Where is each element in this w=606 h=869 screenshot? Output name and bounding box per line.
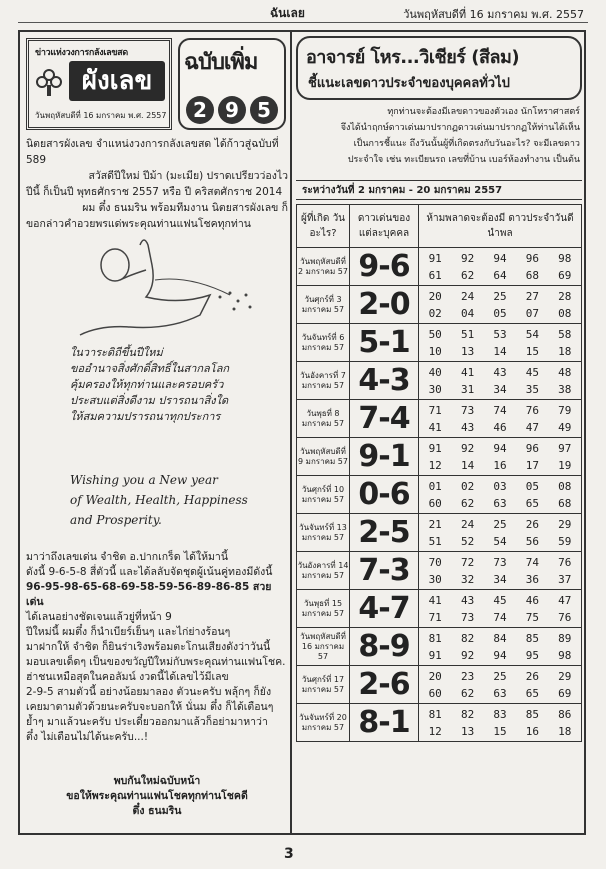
col-header-day: ผู้ที่เกิด วันอะไร? (297, 205, 350, 248)
greeting-line: Wishing you a New year (70, 473, 218, 487)
issue-digit: 5 (250, 96, 278, 124)
lucky-number: 30 (428, 382, 442, 396)
column-intro-line: ประจำใจ เช่น ทะเบียนรถ เลขที่บ้าน เบอร์ห้องทำงาน เป็นต้น (347, 155, 580, 165)
number-line (419, 495, 581, 512)
lucky-number: 94 (493, 251, 507, 265)
header-date: วันพฤหัสบดีที่ 16 มกราคม พ.ศ. 2557 (403, 8, 584, 21)
lucky-number: 62 (460, 686, 475, 700)
table-row (297, 438, 582, 476)
table-row (297, 704, 582, 742)
lucky-number: 73 (493, 555, 507, 569)
intro-line: ปีนี้ ก็เป็นปี พุทธศักราช 2557 หรือ ปี คริสตศักราช 2014 (26, 186, 283, 198)
lucky-number: 20 (428, 669, 442, 683)
col-header-pair: ดาวเด่นของ แต่ละบุคคล (350, 205, 419, 248)
column-intro-line: เป็นการชี้แนะ ถึงวันนั้นผู้ที่เกิดตรงกับวันอะไร? จะมีเลขดาว (353, 139, 580, 149)
lucky-number: 64 (493, 268, 507, 282)
column-divider (290, 30, 292, 835)
issue-title: ฉบับเพิ่ม (184, 50, 258, 75)
column-title: อาจารย์ โหร...วิเชียร์ (สีลม) (306, 47, 520, 68)
lucky-number: 82 (460, 631, 475, 645)
lucky-number: 51 (428, 534, 442, 548)
lucky-number: 26 (525, 517, 539, 531)
lucky-number: 98 (558, 251, 572, 265)
table-row (297, 248, 582, 286)
lucky-number: 15 (493, 724, 507, 738)
number-line (419, 250, 581, 267)
lucky-number: 54 (525, 327, 539, 341)
row-pair: 2-5 (350, 514, 419, 552)
logo-tagline: ข่าวแห่งวงการกลังเลขสด (35, 48, 128, 58)
lucky-number: 43 (460, 593, 475, 607)
col-header-numbers: ห้ามพลาดจะต้องมี ดาวประจำวันดีนำพล (419, 205, 582, 248)
lucky-number: 43 (460, 420, 475, 434)
row-day: วันศุกร์ที่ 3 มกราคม 57 (297, 286, 350, 324)
greeting-line: of Wealth, Health, Happiness (70, 493, 248, 507)
body-paragraph (26, 550, 288, 745)
masthead-logo (26, 38, 172, 130)
number-line (419, 440, 581, 457)
poem-line: ประสบแต่สิ่งดีงาม ปรารถนาสิ่งใด (70, 394, 229, 407)
lucky-number: 07 (525, 306, 539, 320)
lucky-number: 02 (460, 479, 475, 493)
lucky-number: 53 (493, 327, 507, 341)
table-row (297, 286, 582, 324)
issue-digit: 2 (186, 96, 214, 124)
lucky-number: 21 (428, 517, 442, 531)
number-line (419, 668, 581, 685)
lucky-number: 43 (493, 365, 507, 379)
lucky-number: 75 (525, 610, 539, 624)
lucky-number: 38 (558, 382, 572, 396)
row-day: วันอังคารที่ 7 มกราคม 57 (297, 362, 350, 400)
row-pair: 8-1 (350, 704, 419, 742)
lucky-number: 84 (493, 631, 507, 645)
column-subtitle: ชี้แนะเลขดาวประจำของบุคคลทั่วไป (308, 76, 510, 91)
row-pair: 4-3 (350, 362, 419, 400)
row-day: วันพฤหัสบดีที่ 9 มกราคม 57 (297, 438, 350, 476)
number-line (419, 326, 581, 343)
lucky-number: 14 (493, 344, 507, 358)
lucky-number: 03 (493, 479, 507, 493)
table-row (297, 400, 582, 438)
lucky-number: 62 (460, 268, 475, 282)
row-pair: 7-3 (350, 552, 419, 590)
lucky-number: 83 (493, 707, 507, 721)
lucky-number: 94 (493, 441, 507, 455)
lucky-number: 60 (428, 496, 442, 510)
body-line: ได้เลนอย่างชัดเจนแล้วยู่ที่หน้า 9 (26, 611, 172, 623)
lucky-number: 98 (558, 648, 572, 662)
number-line (419, 419, 581, 436)
lucky-number: 41 (460, 365, 475, 379)
lucky-number: 05 (525, 479, 539, 493)
logo-wordmark: ผังเลข (69, 61, 165, 101)
lucky-number: 46 (493, 420, 507, 434)
lucky-number: 85 (525, 707, 539, 721)
lucky-number: 62 (460, 496, 475, 510)
row-day: วันจันทร์ที่ 13 มกราคม 57 (297, 514, 350, 552)
lucky-number: 68 (558, 496, 572, 510)
lucky-number: 73 (460, 403, 475, 417)
number-line (419, 516, 581, 533)
body-line: มอบเลขเด็ดๆ เป็นของขวัญปีใหม่กับพระคุณท่านแฟนโชค. (26, 656, 286, 668)
row-numbers (419, 552, 582, 590)
body-line: เคยมาตามตัวด้วยนะครับจะบอกให้ นั่นม ตึ๋ง ก็ได้เตือนๆ (26, 701, 274, 713)
lucky-number: 18 (558, 724, 572, 738)
body-line: ตึ๋ง ไม่เตือนไม่ได้นะครับ...! (26, 731, 149, 743)
row-numbers (419, 590, 582, 628)
lucky-number: 34 (493, 572, 507, 586)
lucky-number: 46 (525, 593, 539, 607)
row-pair: 9-1 (350, 438, 419, 476)
lucky-number: 47 (558, 593, 572, 607)
issue-number (186, 96, 278, 124)
date-range: ระหว่างวันที่ 2 มกราคม - 20 มกราคม 2557 (296, 180, 582, 200)
lucky-number: 85 (525, 631, 539, 645)
row-pair: 4-7 (350, 590, 419, 628)
number-line (419, 630, 581, 647)
poem-line: ให้สมความปรารถนาทุกประการ (70, 410, 221, 423)
table-row (297, 362, 582, 400)
number-line (419, 364, 581, 381)
number-line (419, 554, 581, 571)
lucky-number: 15 (525, 344, 539, 358)
lucky-number: 02 (428, 306, 442, 320)
lucky-number: 26 (525, 669, 539, 683)
row-day: วันพุธที่ 8 มกราคม 57 (297, 400, 350, 438)
number-line (419, 343, 581, 360)
column-intro-line: จึงได้นำฤกษ์ดาวเด่นมาปรากฏดาวเด่นมาปรากฏให้ท่านได้เห็น (340, 123, 580, 133)
table-row (297, 590, 582, 628)
row-numbers (419, 666, 582, 704)
lucky-number: 91 (428, 251, 442, 265)
row-numbers (419, 628, 582, 666)
lucky-number: 29 (558, 669, 572, 683)
lucky-number: 16 (525, 724, 539, 738)
lucky-number: 91 (428, 441, 442, 455)
lucky-number: 28 (558, 289, 572, 303)
blessing-poem (70, 345, 282, 425)
lucky-number: 97 (558, 441, 572, 455)
number-line (419, 609, 581, 626)
body-line: ปีใหม่นี้ ผมตึ๋ง ก็นำเบียร์เย็นๆ และไก่ย่างร้อนๆ (26, 626, 231, 638)
number-line (419, 723, 581, 740)
row-day: วันศุกร์ที่ 17 มกราคม 57 (297, 666, 350, 704)
lucky-number: 63 (493, 496, 507, 510)
table-row (297, 476, 582, 514)
number-line (419, 647, 581, 664)
row-pair: 2-6 (350, 666, 419, 704)
header-title: ฉันเลย (270, 6, 305, 20)
intro-line: ขอกล่าวคำอวยพรแด่พระคุณท่านแฟนโชคทุกท่าน (26, 218, 251, 230)
lucky-number: 92 (460, 251, 475, 265)
row-day: วันพฤหัสบดีที่ 16 มกราคม 57 (297, 628, 350, 666)
column-intro-line: ทุกท่านจะต้องมีเลขดาวของตัวเอง นักโหราศาสตร์ (387, 107, 580, 117)
table-row (297, 324, 582, 362)
lucky-number: 08 (558, 306, 572, 320)
lucky-number: 81 (428, 707, 442, 721)
lucky-number: 35 (525, 382, 539, 396)
lucky-number: 71 (428, 403, 442, 417)
issue-digit: 9 (218, 96, 246, 124)
body-line: 2-9-5 สามตัวนี้ อย่างน้อยมาลอง ตัวนะครับ พลุ้กๆ ก็ยัง (26, 686, 272, 698)
lucky-number: 24 (460, 517, 475, 531)
row-numbers (419, 438, 582, 476)
issue-badge (178, 38, 286, 130)
lucky-number: 61 (428, 268, 442, 282)
row-pair: 7-4 (350, 400, 419, 438)
lucky-number: 69 (558, 686, 572, 700)
lucky-number: 29 (558, 517, 572, 531)
row-day: วันจันทร์ที่ 20 มกราคม 57 (297, 704, 350, 742)
lucky-number: 54 (493, 534, 507, 548)
table-row (297, 514, 582, 552)
lucky-number: 73 (460, 610, 475, 624)
lucky-number: 37 (558, 572, 572, 586)
lucky-number: 08 (558, 479, 572, 493)
lucky-number: 31 (460, 382, 475, 396)
lucky-number: 72 (460, 555, 475, 569)
lucky-number: 58 (558, 327, 572, 341)
lucky-number: 16 (493, 458, 507, 472)
lucky-number: 76 (558, 555, 572, 569)
number-line (419, 305, 581, 322)
number-line (419, 457, 581, 474)
lucky-number: 50 (428, 327, 442, 341)
lucky-number: 27 (525, 289, 539, 303)
lucky-number: 19 (558, 458, 572, 472)
lucky-number: 10 (428, 344, 442, 358)
poem-line: ในวาระดิถีขึ้นปีใหม่ (70, 346, 163, 359)
lucky-number: 25 (493, 289, 507, 303)
lucky-number: 13 (460, 344, 475, 358)
lucky-number: 18 (558, 344, 572, 358)
lucky-number: 04 (460, 306, 475, 320)
lucky-number: 94 (493, 648, 507, 662)
lucky-number: 92 (460, 648, 475, 662)
lucky-number: 56 (525, 534, 539, 548)
number-line (419, 685, 581, 702)
lucky-number: 48 (558, 365, 572, 379)
number-line (419, 381, 581, 398)
row-numbers (419, 324, 582, 362)
table-row (297, 552, 582, 590)
poem-line: คุ้มครองให้ทุกท่านและครอบครัว (70, 378, 224, 391)
lucky-number: 63 (493, 686, 507, 700)
body-line: มาฝากให้ จำชิต ก็ยินร่าเริงพร้อมตะโกนเสียงดังว่าวันนี้ (26, 641, 271, 653)
row-numbers (419, 704, 582, 742)
number-line (419, 533, 581, 550)
row-pair: 8-9 (350, 628, 419, 666)
sign-line: พบกันใหม่ฉบับหน้า (113, 775, 201, 787)
flower-emblem-icon (35, 65, 63, 97)
row-day: วันจันทร์ที่ 6 มกราคม 57 (297, 324, 350, 362)
page-number: 3 (284, 846, 294, 862)
lucky-number: 40 (428, 365, 442, 379)
lucky-number: 91 (428, 648, 442, 662)
lucky-number: 24 (460, 289, 475, 303)
row-day: วันอังคารที่ 14 มกราคม 57 (297, 552, 350, 590)
lucky-number: 74 (493, 403, 507, 417)
lucky-number: 71 (428, 610, 442, 624)
number-line (419, 288, 581, 305)
new-year-greeting (70, 470, 270, 530)
number-line (419, 478, 581, 495)
lucky-number: 76 (525, 403, 539, 417)
lucky-number: 05 (493, 306, 507, 320)
lucky-number: 86 (558, 707, 572, 721)
lucky-number: 95 (525, 648, 539, 662)
lucky-number: 30 (428, 572, 442, 586)
lucky-number: 79 (558, 403, 572, 417)
lucky-number: 01 (428, 479, 442, 493)
lucky-number: 12 (428, 458, 442, 472)
number-line (419, 402, 581, 419)
lucky-number: 76 (558, 610, 572, 624)
logo-date: วันพฤหัสบดีที่ 16 มกราคม พ.ศ. 2557 (35, 111, 167, 120)
intro-line: สวัสดีปีใหม่ ปีม้า (มะเมีย) ปราดเปรียวว่องไว (88, 170, 288, 182)
signature-block (26, 774, 288, 819)
table-row (297, 628, 582, 666)
header-rule (18, 22, 588, 23)
lucky-number: 96 (525, 441, 539, 455)
lucky-number: 32 (460, 572, 475, 586)
lucky-number: 34 (493, 382, 507, 396)
lucky-number: 89 (558, 631, 572, 645)
body-line: 96-95-98-65-68-69-58-59-56-89-86-85 สวยเด่น (26, 581, 272, 608)
lucky-number: 17 (525, 458, 539, 472)
lucky-number: 65 (525, 496, 539, 510)
lucky-number: 96 (525, 251, 539, 265)
row-pair: 0-6 (350, 476, 419, 514)
number-line (419, 706, 581, 723)
greeting-line: and Prosperity. (70, 513, 162, 527)
row-numbers (419, 400, 582, 438)
body-line: มาว่าถึงเลขเด่น จำชิต อ.ปากเกร็ด ได้ให้มานี้ (26, 551, 228, 563)
lucky-number: 68 (525, 268, 539, 282)
lucky-number: 81 (428, 631, 442, 645)
row-day: วันศุกร์ที่ 10 มกราคม 57 (297, 476, 350, 514)
lucky-number: 59 (558, 534, 572, 548)
lucky-number: 52 (460, 534, 475, 548)
lucky-number: 65 (525, 686, 539, 700)
row-numbers (419, 476, 582, 514)
lucky-number: 36 (525, 572, 539, 586)
sign-line: ขอให้พระคุณท่านแฟนโชคทุกท่านโชคดี (66, 790, 248, 802)
lucky-number: 23 (460, 669, 475, 683)
lucky-number: 74 (493, 610, 507, 624)
row-numbers (419, 248, 582, 286)
lucky-number: 45 (493, 593, 507, 607)
lucky-number: 20 (428, 289, 442, 303)
lucky-number: 12 (428, 724, 442, 738)
lucky-number: 14 (460, 458, 475, 472)
sign-line: ตึ๋ง ธนมริน (132, 805, 182, 817)
lucky-number-table (296, 204, 582, 742)
lucky-number: 13 (460, 724, 475, 738)
number-line (419, 592, 581, 609)
body-line: ดังนี้ 9-6-5-8 สี่ตัวนี้ และได้ลลับจัดชุดผู้เน้นคู่ทองมีดังนี้ (26, 566, 273, 578)
lucky-number: 74 (525, 555, 539, 569)
lucky-number: 49 (558, 420, 572, 434)
row-day: วันพุธที่ 15 มกราคม 57 (297, 590, 350, 628)
lucky-number: 45 (525, 365, 539, 379)
intro-paragraph (26, 136, 288, 232)
column-title-box (296, 36, 582, 100)
lucky-number: 69 (558, 268, 572, 282)
row-pair: 2-0 (350, 286, 419, 324)
lucky-number: 51 (460, 327, 475, 341)
row-numbers (419, 286, 582, 324)
column-intro (298, 104, 580, 168)
lucky-number: 25 (493, 669, 507, 683)
lucky-number: 70 (428, 555, 442, 569)
lucky-number: 41 (428, 420, 442, 434)
intro-line: นิตยสารผังเลข จำแหน่งวงการกลังเลขสด ได้ก้าวสู่ฉบับที่ 589 (26, 138, 279, 166)
poem-line: ขออำนาจสิ่งศักดิ์สิทธิ์ในสากลโลก (70, 362, 230, 375)
lucky-number: 47 (525, 420, 539, 434)
row-pair: 9-6 (350, 248, 419, 286)
table-row (297, 666, 582, 704)
row-numbers (419, 514, 582, 552)
body-line: ย้ำๆ มาแล้วนะครับ ประเดี๋ยวออกมาแล้วก็อย่ามาหาว่า (26, 716, 268, 728)
angel-illustration (60, 235, 260, 345)
lucky-number: 41 (428, 593, 442, 607)
row-numbers (419, 362, 582, 400)
lucky-number: 92 (460, 441, 475, 455)
row-day: วันพฤหัสบดีที่ 2 มกราคม 57 (297, 248, 350, 286)
number-line (419, 267, 581, 284)
intro-line: ผม ตึ๋ง ธนมริน พร้อมทีมงาน นิตยสารผังเลข ก็ (82, 202, 288, 214)
lucky-number: 60 (428, 686, 442, 700)
number-line (419, 571, 581, 588)
lucky-number: 25 (493, 517, 507, 531)
body-line: ฮ่าชนเหมือสุดในคอลัมน์ งวดนี้ได้เลขไว้มีเลข (26, 671, 229, 683)
row-pair: 5-1 (350, 324, 419, 362)
lucky-number: 82 (460, 707, 475, 721)
